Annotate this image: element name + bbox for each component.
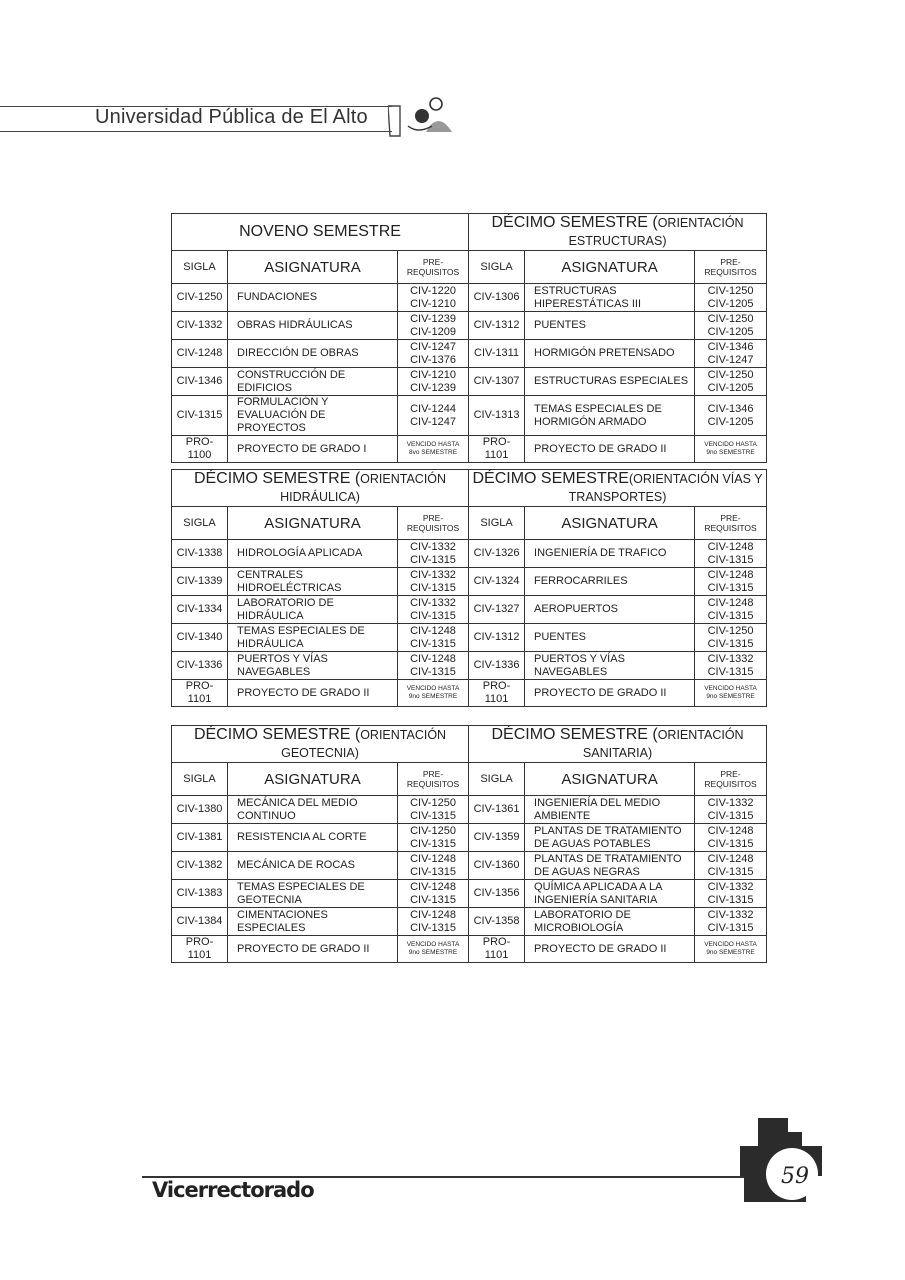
prereq-1: VENCIDO HASTA: [704, 441, 757, 448]
prereq-1: CIV-1332: [707, 652, 754, 665]
cell-prerequisitos: [695, 340, 767, 368]
prereq-1: CIV-1250: [707, 312, 754, 325]
prereq-1: CIV-1250: [707, 368, 754, 381]
cell-prerequisitos: [695, 880, 767, 908]
cell-sigla: CIV-1356: [469, 880, 525, 908]
col-header-prerequisitos: PRE-REQUISITOS: [398, 507, 469, 540]
cell-prerequisitos: [695, 284, 767, 312]
cell-sigla: CIV-1346: [172, 368, 228, 396]
page-number: 59: [781, 1164, 809, 1189]
cell-prerequisitos: [695, 824, 767, 852]
cell-asignatura: CIMENTACIONES ESPECIALES: [228, 908, 398, 936]
table-row: [172, 880, 767, 908]
cell-asignatura: PROYECTO DE GRADO II: [228, 680, 398, 707]
cell-asignatura: PLANTAS DE TRATAMIENTO DE AGUAS NEGRAS: [525, 852, 695, 880]
cell-sigla: CIV-1248: [172, 340, 228, 368]
cell-prerequisitos: [398, 284, 469, 312]
semester-table: [171, 469, 767, 707]
cell-sigla: CIV-1315: [172, 396, 228, 436]
prereq-1: CIV-1248: [707, 540, 754, 553]
semester-title-orientation: ORIENTACIÓN ESTRUCTURAS): [568, 216, 744, 248]
cell-sigla: PRO-1101: [172, 680, 228, 707]
cell-prerequisitos: [398, 540, 469, 568]
cell-prerequisitos: [695, 908, 767, 936]
semester-title-orientation: ORIENTACIÓN SANITARIA): [582, 728, 744, 760]
cell-asignatura: PROYECTO DE GRADO I: [228, 436, 398, 463]
cell-asignatura: AEROPUERTOS: [525, 596, 695, 624]
prereq-2: CIV-1315: [707, 609, 754, 622]
semester-title-main: DÉCIMO SEMESTRE (: [491, 214, 658, 231]
prereq-2: CIV-1315: [410, 837, 456, 850]
semester-title-orientation: ORIENTACIÓN HIDRÁULICA): [280, 472, 447, 504]
page-title: Universidad Pública de El Alto: [95, 106, 368, 128]
prereq-1: CIV-1248: [707, 568, 754, 581]
cell-prerequisitos: [695, 436, 767, 463]
col-header-asignatura: ASIGNATURA: [525, 251, 695, 284]
cell-sigla: CIV-1384: [172, 908, 228, 936]
cell-asignatura: HORMIGÓN PRETENSADO: [525, 340, 695, 368]
cell-prerequisitos: [398, 568, 469, 596]
prereq-2: CIV-1315: [707, 893, 754, 906]
prereq-1: VENCIDO HASTA: [406, 941, 460, 948]
cell-prerequisitos: [398, 680, 469, 707]
cell-prerequisitos: [695, 852, 767, 880]
prereq-2: CIV-1315: [410, 581, 456, 594]
cell-prerequisitos: [695, 596, 767, 624]
cell-asignatura: HIDROLOGÍA APLICADA: [228, 540, 398, 568]
cell-sigla: PRO-1101: [469, 680, 525, 707]
cell-asignatura: OBRAS HIDRÁULICAS: [228, 312, 398, 340]
semester-title-main: DÉCIMO SEMESTRE: [472, 470, 629, 487]
table-row: [172, 680, 767, 707]
prereq-2: CIV-1315: [707, 921, 754, 934]
prereq-1: CIV-1248: [410, 880, 456, 893]
col-header-sigla: SIGLA: [172, 763, 228, 796]
cell-sigla: CIV-1311: [469, 340, 525, 368]
cell-prerequisitos: [398, 824, 469, 852]
col-header-sigla: SIGLA: [469, 763, 525, 796]
prereq-1: CIV-1332: [707, 908, 754, 921]
semester-title-main: DÉCIMO SEMESTRE (: [491, 726, 658, 743]
table-row: [172, 340, 767, 368]
semester-title-orientation: (ORIENTACIÓN VÍAS Y TRANSPORTES): [568, 472, 763, 504]
cell-sigla: CIV-1312: [469, 312, 525, 340]
table-row: [172, 852, 767, 880]
prereq-2: CIV-1247: [707, 353, 754, 366]
cell-prerequisitos: [695, 652, 767, 680]
cell-sigla: CIV-1326: [469, 540, 525, 568]
prereq-1: CIV-1248: [410, 652, 456, 665]
cell-sigla: PRO-1101: [469, 436, 525, 463]
cell-sigla: PRO-1101: [469, 936, 525, 963]
semester-title: [172, 214, 469, 251]
prereq-1: CIV-1346: [707, 402, 754, 415]
table-row: [172, 540, 767, 568]
prereq-2: CIV-1315: [410, 921, 456, 934]
table-row: [172, 312, 767, 340]
prereq-1: CIV-1220: [410, 284, 456, 297]
prereq-2: CIV-1210: [410, 297, 456, 310]
prereq-2: CIV-1315: [707, 553, 754, 566]
cell-sigla: CIV-1382: [172, 852, 228, 880]
prereq-1: CIV-1250: [707, 284, 754, 297]
table-row: [172, 936, 767, 963]
col-header-sigla: SIGLA: [469, 507, 525, 540]
cell-sigla: CIV-1339: [172, 568, 228, 596]
cell-asignatura: DIRECCIÓN DE OBRAS: [228, 340, 398, 368]
prereq-2: CIV-1376: [410, 353, 456, 366]
semester-title: [172, 726, 469, 763]
prereq-2: CIV-1247: [410, 415, 456, 428]
cell-asignatura: PUERTOS Y VÍAS NAVEGABLES: [525, 652, 695, 680]
cell-sigla: CIV-1359: [469, 824, 525, 852]
col-header-asignatura: ASIGNATURA: [525, 507, 695, 540]
col-header-prerequisitos: PRE-REQUISITOS: [398, 763, 469, 796]
prereq-1: CIV-1248: [707, 824, 754, 837]
cell-sigla: CIV-1380: [172, 796, 228, 824]
col-header-asignatura: ASIGNATURA: [228, 251, 398, 284]
cell-prerequisitos: [695, 568, 767, 596]
cell-asignatura: FUNDACIONES: [228, 284, 398, 312]
cell-prerequisitos: [398, 596, 469, 624]
col-header-sigla: SIGLA: [172, 251, 228, 284]
cell-sigla: CIV-1334: [172, 596, 228, 624]
prereq-2: 9no SEMESTRE: [706, 949, 755, 956]
prereq-1: CIV-1248: [410, 852, 456, 865]
cell-asignatura: TEMAS ESPECIALES DE HIDRÁULICA: [228, 624, 398, 652]
cell-prerequisitos: [398, 852, 469, 880]
cell-asignatura: PROYECTO DE GRADO II: [525, 936, 695, 963]
cell-asignatura: PROYECTO DE GRADO II: [525, 680, 695, 707]
table-row: [172, 284, 767, 312]
cell-asignatura: PUENTES: [525, 624, 695, 652]
col-header-sigla: SIGLA: [469, 251, 525, 284]
cell-sigla: CIV-1332: [172, 312, 228, 340]
semester-title: [172, 470, 469, 507]
cell-asignatura: FERROCARRILES: [525, 568, 695, 596]
cell-asignatura: INGENIERÍA DEL MEDIO AMBIENTE: [525, 796, 695, 824]
table-row: [172, 652, 767, 680]
prereq-1: CIV-1248: [410, 624, 456, 637]
semester-title-main: DÉCIMO SEMESTRE (: [193, 470, 361, 487]
semester-title: [469, 726, 767, 763]
prereq-2: CIV-1315: [410, 893, 456, 906]
prereq-2: CIV-1315: [707, 865, 754, 878]
prereq-1: CIV-1248: [410, 908, 456, 921]
cell-sigla: PRO-1100: [172, 436, 228, 463]
cell-sigla: CIV-1338: [172, 540, 228, 568]
cell-asignatura: LABORATORIO DE HIDRÁULICA: [228, 596, 398, 624]
cell-prerequisitos: [695, 624, 767, 652]
cell-asignatura: PLANTAS DE TRATAMIENTO DE AGUAS POTABLES: [525, 824, 695, 852]
table-row: [172, 796, 767, 824]
cell-asignatura: PUENTES: [525, 312, 695, 340]
cell-sigla: CIV-1383: [172, 880, 228, 908]
cell-prerequisitos: [695, 936, 767, 963]
prereq-2: CIV-1205: [707, 325, 754, 338]
semester-table: [171, 213, 767, 463]
prereq-1: VENCIDO HASTA: [406, 441, 460, 448]
prereq-1: CIV-1332: [707, 796, 754, 809]
prereq-2: 9no SEMESTRE: [706, 693, 755, 700]
prereq-2: 9no SEMESTRE: [706, 449, 755, 456]
cell-sigla: CIV-1336: [172, 652, 228, 680]
prereq-1: CIV-1346: [707, 340, 754, 353]
cell-asignatura: PROYECTO DE GRADO II: [228, 936, 398, 963]
cell-sigla: CIV-1336: [469, 652, 525, 680]
cell-prerequisitos: [398, 396, 469, 436]
cell-asignatura: LABORATORIO DE MICROBIOLOGÍA: [525, 908, 695, 936]
prereq-2: CIV-1315: [707, 809, 754, 822]
cell-asignatura: TEMAS ESPECIALES DE HORMIGÓN ARMADO: [525, 396, 695, 436]
semester-title-main: DÉCIMO SEMESTRE (: [193, 726, 361, 743]
cell-prerequisitos: [398, 436, 469, 463]
cell-asignatura: RESISTENCIA AL CORTE: [228, 824, 398, 852]
cell-prerequisitos: [695, 540, 767, 568]
prereq-2: CIV-1205: [707, 297, 754, 310]
col-header-asignatura: ASIGNATURA: [525, 763, 695, 796]
cell-sigla: CIV-1307: [469, 368, 525, 396]
cell-asignatura: MECÁNICA DEL MEDIO CONTINUO: [228, 796, 398, 824]
semester-title-orientation: ORIENTACIÓN GEOTECNIA): [281, 728, 447, 760]
university-logo-icon: [388, 96, 458, 138]
semester-title-main: NOVENO SEMESTRE: [239, 223, 401, 240]
cell-prerequisitos: [398, 908, 469, 936]
cell-prerequisitos: [695, 368, 767, 396]
footer-brand-logo: Vicerrectorado: [152, 1178, 314, 1202]
cell-sigla: CIV-1324: [469, 568, 525, 596]
prereq-2: CIV-1315: [410, 665, 456, 678]
prereq-1: CIV-1239: [410, 312, 456, 325]
prereq-2: CIV-1315: [410, 553, 456, 566]
cell-asignatura: FORMULACIÓN Y EVALUACIÓN DE PROYECTOS: [228, 396, 398, 436]
cell-sigla: CIV-1306: [469, 284, 525, 312]
table-row: [172, 368, 767, 396]
col-header-prerequisitos: PRE-REQUISITOS: [695, 507, 767, 540]
header-rule-bottom: [0, 131, 392, 132]
prereq-1: VENCIDO HASTA: [406, 685, 460, 692]
table-row: [172, 908, 767, 936]
prereq-1: VENCIDO HASTA: [704, 685, 757, 692]
table-row: [172, 396, 767, 436]
prereq-2: CIV-1315: [410, 865, 456, 878]
prereq-1: CIV-1210: [410, 368, 456, 381]
table-row: [172, 436, 767, 463]
cell-asignatura: ESTRUCTURAS ESPECIALES: [525, 368, 695, 396]
semester-table: [171, 725, 767, 963]
prereq-2: 8vo SEMESTRE: [408, 449, 458, 456]
cell-sigla: CIV-1340: [172, 624, 228, 652]
cell-sigla: CIV-1313: [469, 396, 525, 436]
prereq-1: CIV-1248: [707, 852, 754, 865]
table-row: [172, 824, 767, 852]
cell-prerequisitos: [398, 312, 469, 340]
col-header-prerequisitos: PRE-REQUISITOS: [695, 251, 767, 284]
prereq-1: CIV-1250: [410, 796, 456, 809]
col-header-asignatura: ASIGNATURA: [228, 763, 398, 796]
cell-prerequisitos: [398, 652, 469, 680]
cell-sigla: CIV-1358: [469, 908, 525, 936]
cell-prerequisitos: [398, 624, 469, 652]
table-row: [172, 624, 767, 652]
prereq-2: CIV-1315: [410, 637, 456, 650]
prereq-2: CIV-1315: [707, 665, 754, 678]
prereq-2: CIV-1315: [707, 637, 754, 650]
semester-title: [469, 470, 767, 507]
cell-prerequisitos: [695, 396, 767, 436]
cell-sigla: CIV-1360: [469, 852, 525, 880]
prereq-1: CIV-1332: [410, 540, 456, 553]
prereq-2: CIV-1315: [707, 581, 754, 594]
prereq-2: CIV-1205: [707, 381, 754, 394]
prereq-1: CIV-1332: [707, 880, 754, 893]
cell-prerequisitos: [398, 936, 469, 963]
cell-asignatura: TEMAS ESPECIALES DE GEOTECNIA: [228, 880, 398, 908]
cell-sigla: CIV-1312: [469, 624, 525, 652]
cell-prerequisitos: [398, 880, 469, 908]
cell-asignatura: QUÍMICA APLICADA A LA INGENIERÍA SANITARIA: [525, 880, 695, 908]
prereq-2: CIV-1315: [410, 609, 456, 622]
cell-asignatura: CENTRALES HIDROELÉCTRICAS: [228, 568, 398, 596]
prereq-2: CIV-1239: [410, 381, 456, 394]
cell-asignatura: ESTRUCTURAS HIPERESTÁTICAS III: [525, 284, 695, 312]
prereq-2: CIV-1315: [410, 809, 456, 822]
prereq-2: 9no SEMESTRE: [408, 693, 458, 700]
prereq-2: CIV-1315: [707, 837, 754, 850]
cell-prerequisitos: [398, 340, 469, 368]
cell-sigla: CIV-1327: [469, 596, 525, 624]
cell-asignatura: PUERTOS Y VÍAS NAVEGABLES: [228, 652, 398, 680]
cell-prerequisitos: [398, 796, 469, 824]
col-header-prerequisitos: PRE-REQUISITOS: [398, 251, 469, 284]
cell-prerequisitos: [398, 368, 469, 396]
prereq-1: CIV-1244: [410, 402, 456, 415]
cell-sigla: PRO-1101: [172, 936, 228, 963]
table-row: [172, 568, 767, 596]
cell-sigla: CIV-1381: [172, 824, 228, 852]
col-header-asignatura: ASIGNATURA: [228, 507, 398, 540]
cell-sigla: CIV-1250: [172, 284, 228, 312]
cell-prerequisitos: [695, 680, 767, 707]
prereq-2: 9no SEMESTRE: [408, 949, 458, 956]
cell-asignatura: CONSTRUCCIÓN DE EDIFICIOS: [228, 368, 398, 396]
cell-asignatura: PROYECTO DE GRADO II: [525, 436, 695, 463]
cell-asignatura: MECÁNICA DE ROCAS: [228, 852, 398, 880]
col-header-prerequisitos: PRE-REQUISITOS: [695, 763, 767, 796]
cell-prerequisitos: [695, 796, 767, 824]
prereq-1: CIV-1332: [410, 596, 456, 609]
prereq-2: CIV-1209: [410, 325, 456, 338]
prereq-1: CIV-1332: [410, 568, 456, 581]
prereq-1: VENCIDO HASTA: [704, 941, 757, 948]
prereq-1: CIV-1247: [410, 340, 456, 353]
prereq-1: CIV-1248: [707, 596, 754, 609]
cell-prerequisitos: [695, 312, 767, 340]
prereq-1: CIV-1250: [707, 624, 754, 637]
prereq-1: CIV-1250: [410, 824, 456, 837]
table-row: [172, 596, 767, 624]
page-badge-shape-icon: [740, 1118, 822, 1202]
cell-sigla: CIV-1361: [469, 796, 525, 824]
col-header-sigla: SIGLA: [172, 507, 228, 540]
semester-title: [469, 214, 767, 251]
cell-asignatura: INGENIERÍA DE TRAFICO: [525, 540, 695, 568]
prereq-2: CIV-1205: [707, 415, 754, 428]
